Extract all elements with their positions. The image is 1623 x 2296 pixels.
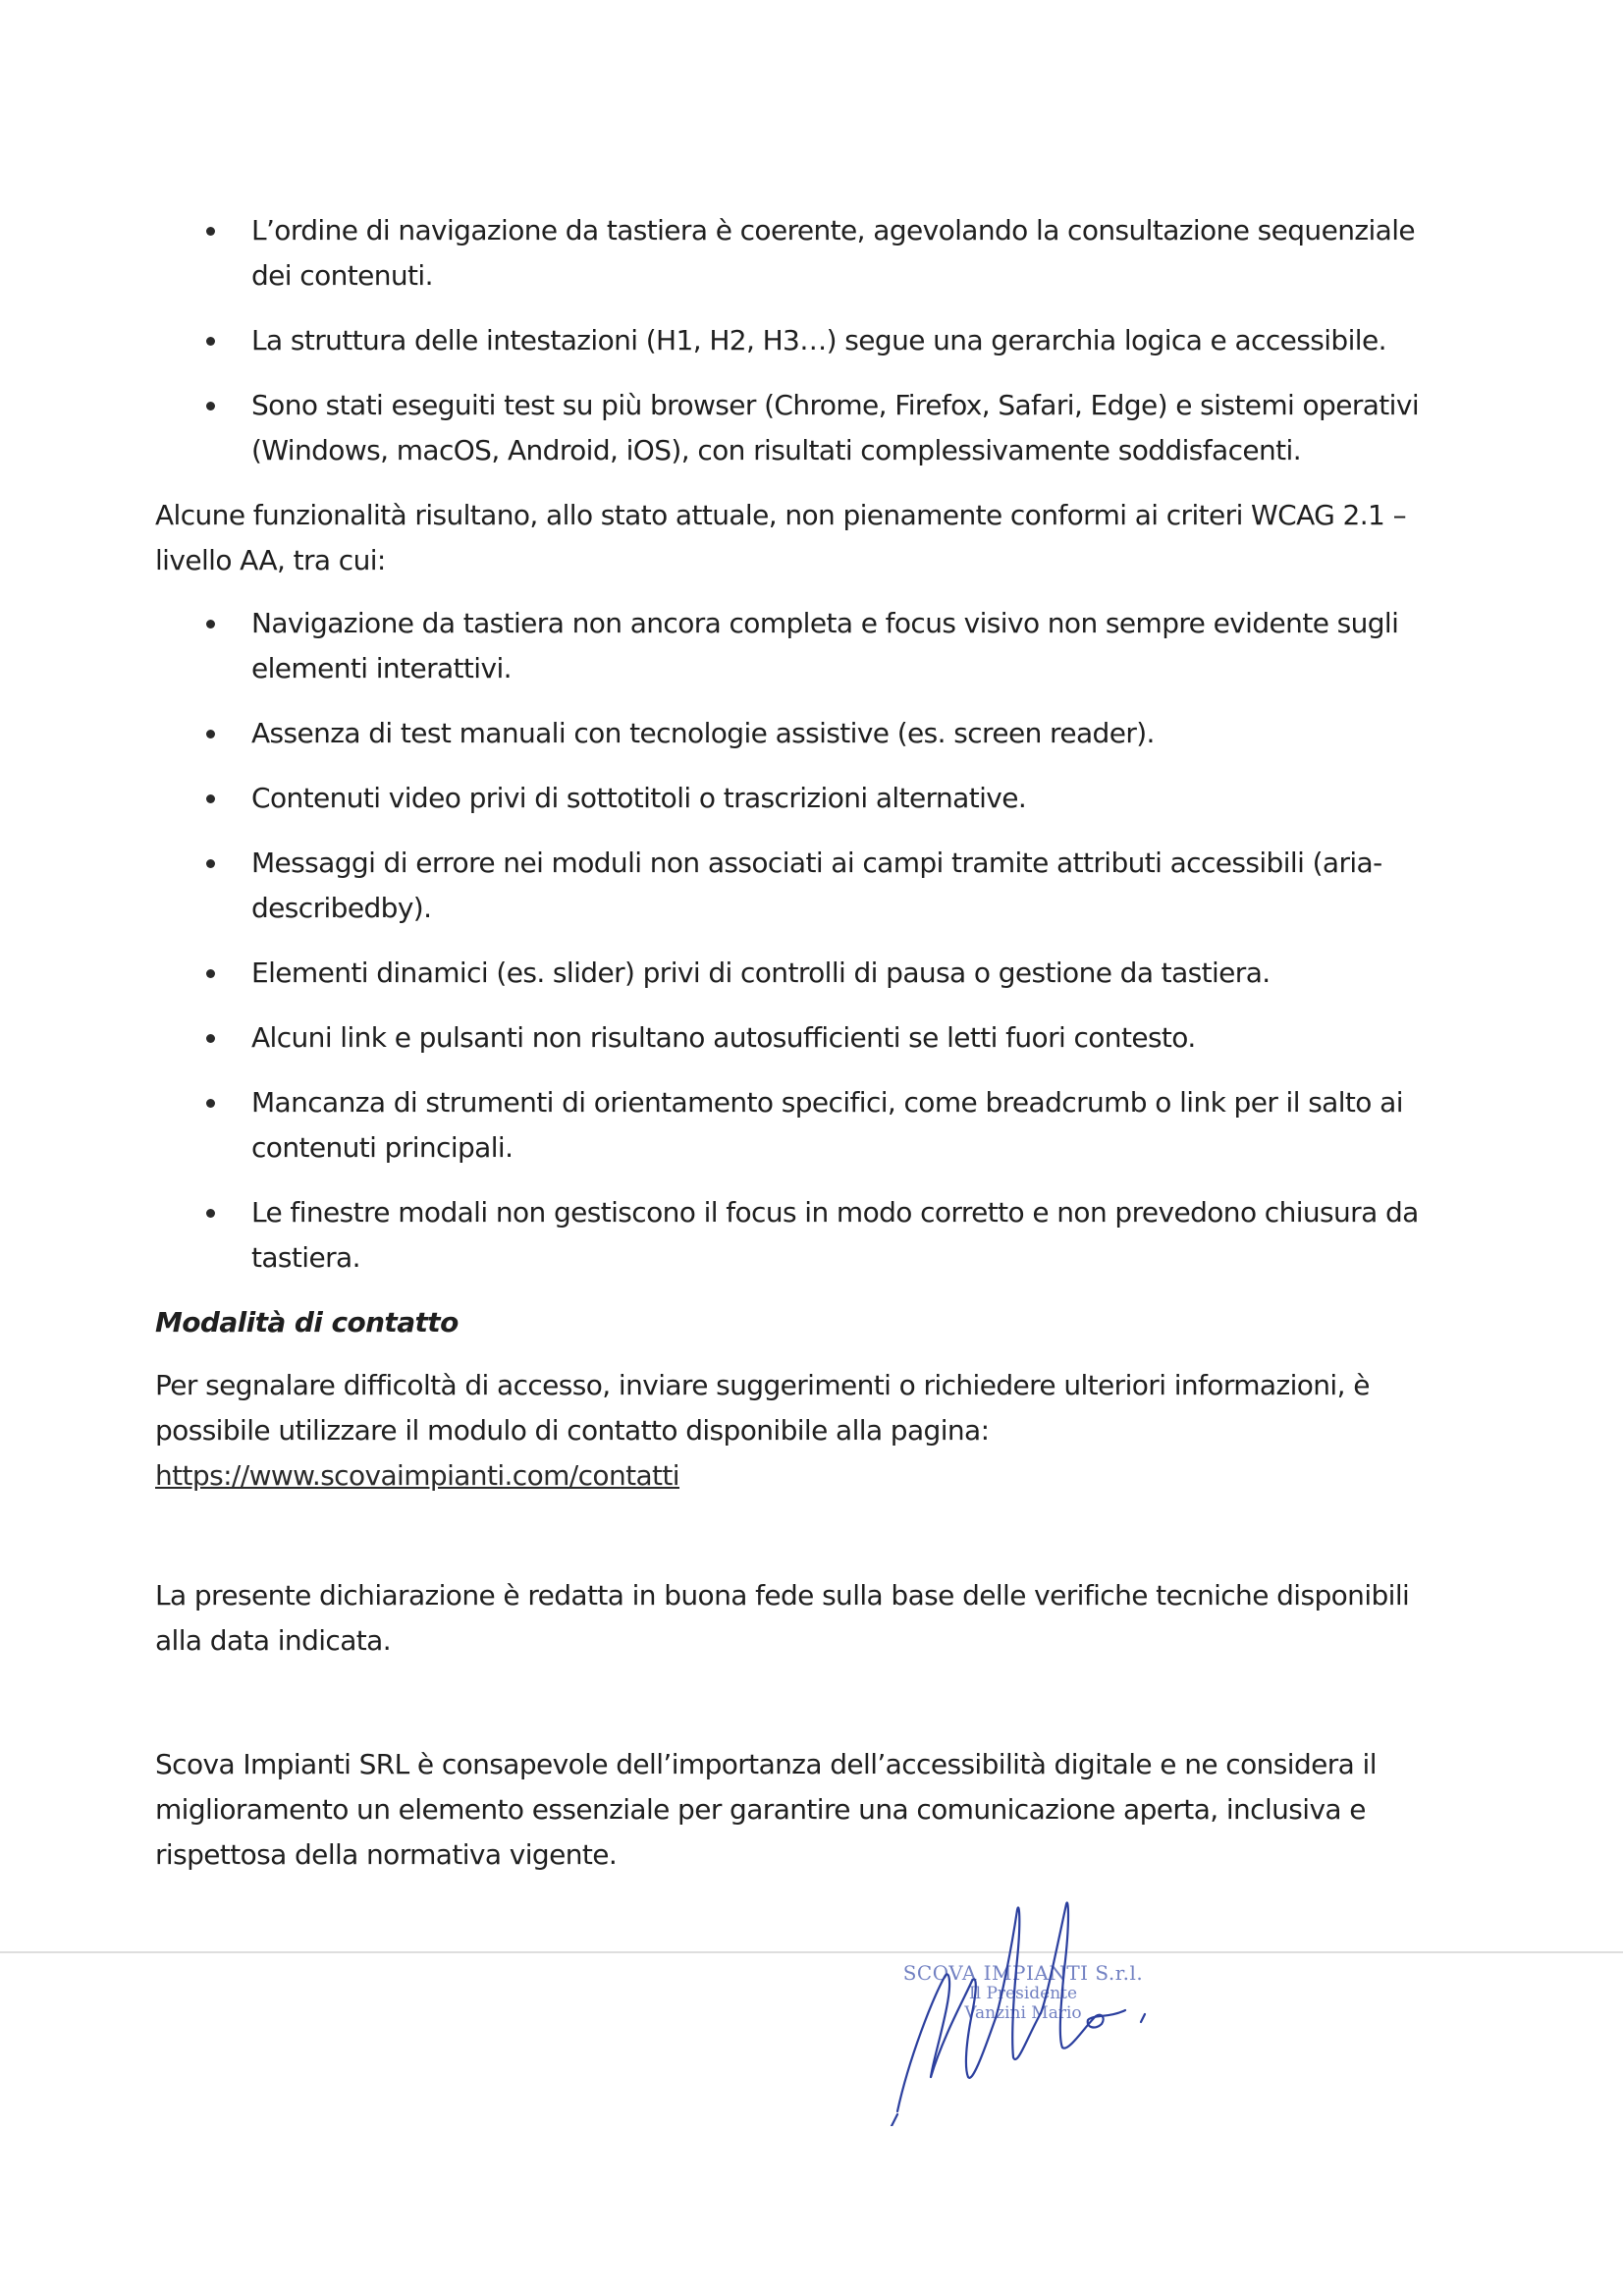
bullet-icon (206, 794, 215, 803)
list-item (155, 318, 1432, 363)
bullet-icon (206, 1209, 215, 1218)
contact-page-link[interactable]: https://www.scovaimpianti.com/contatti (155, 1459, 679, 1492)
list-item-text: Le finestre modali non gestiscono il focus in modo corretto e non prevedono chiusura da tastiera. (251, 1196, 1419, 1274)
issues-list (155, 601, 1432, 1281)
signature-stroke (996, 1907, 1041, 2059)
list-item (155, 208, 1432, 299)
contact-paragraph (155, 1363, 1432, 1499)
non-conformity-intro: Alcune funzionalità risultano, allo stato attuale, non pienamente conformi ai criteri WCAG 2.1 – livello AA, tra cui: (155, 499, 1406, 576)
list-item (155, 1190, 1432, 1281)
signature-stroke (892, 2114, 897, 2126)
list-item (155, 601, 1432, 691)
conformity-list (155, 208, 1432, 473)
closing-paragraph: Scova Impianti SRL è consapevole dell’importanza dell’accessibilità digitale e ne considera il miglioramento un elemento essenziale per garantire una comunicazione aperta, inclusiva e rispettosa della normativa vigente. (155, 1748, 1377, 1871)
handwritten-signature (874, 1890, 1159, 2126)
bullet-icon (206, 620, 215, 629)
list-item (155, 1080, 1432, 1171)
signature-stroke (1041, 1902, 1125, 2048)
page-separator (0, 1951, 1623, 1953)
list-item-text: Sono stati eseguiti test su più browser (Chrome, Firefox, Safari, Edge) e sistemi operativi (Windows, macOS, Android, iOS), con risultati complessivamente soddisfacenti. (251, 389, 1419, 466)
bullet-icon (206, 1099, 215, 1108)
list-item (155, 711, 1432, 756)
list-item (155, 951, 1432, 996)
bullet-icon (206, 227, 215, 236)
bullet-icon (206, 730, 215, 738)
list-item-text: Alcuni link e pulsanti non risultano autosufficienti se letti fuori contesto. (251, 1021, 1196, 1054)
list-item (155, 841, 1432, 931)
bullet-icon (206, 337, 215, 346)
stamp-person-name: Vanzini Mario (964, 2003, 1082, 2023)
bullet-icon (206, 969, 215, 978)
signature-stroke (897, 1974, 949, 2111)
bullet-icon (206, 859, 215, 868)
contact-text: Per segnalare difficoltà di accesso, inviare suggerimenti o richiedere ulteriori informazioni, è possibile utilizzare il modulo di contatto disponibile alla pagina: (155, 1369, 1370, 1447)
list-item-text: Navigazione da tastiera non ancora completa e focus visivo non sempre evidente sugli elementi interattivi. (251, 607, 1399, 684)
signature-stroke (931, 1979, 996, 2078)
list-item-text: Messaggi di errore nei moduli non associati ai campi tramite attributi accessibili (aria-describedby). (251, 847, 1382, 924)
contact-section-title: Modalità di contatto (155, 1306, 459, 1339)
list-item-text: Elementi dinamici (es. slider) privi di controlli di pausa o gestione da tastiera. (251, 957, 1271, 989)
list-item-text: La struttura delle intestazioni (H1, H2, H3…) segue una gerarchia logica e accessibile. (251, 324, 1386, 356)
list-item-text: Mancanza di strumenti di orientamento specifici, come breadcrumb o link per il salto ai contenuti principali. (251, 1086, 1403, 1164)
bullet-icon (206, 1034, 215, 1043)
list-item (155, 1015, 1432, 1061)
declaration-paragraph: La presente dichiarazione è redatta in buona fede sulla base delle verifiche tecniche disponibili alla data indicata. (155, 1579, 1410, 1657)
list-item-text: Assenza di test manuali con tecnologie assistive (es. screen reader). (251, 717, 1155, 749)
list-item-text: L’ordine di navigazione da tastiera è coerente, agevolando la consultazione sequenziale dei contenuti. (251, 214, 1415, 292)
list-item-text: Contenuti video privi di sottotitoli o trascrizioni alternative. (251, 782, 1027, 814)
list-item (155, 383, 1432, 473)
bullet-icon (206, 402, 215, 410)
stamp-role: Il Presidente (968, 1984, 1078, 2003)
signature-stroke (1141, 2014, 1145, 2022)
stamp-company-name: SCOVA IMPIANTI S.r.l. (902, 1961, 1144, 1985)
list-item (155, 776, 1432, 821)
document-body (155, 208, 1432, 1895)
